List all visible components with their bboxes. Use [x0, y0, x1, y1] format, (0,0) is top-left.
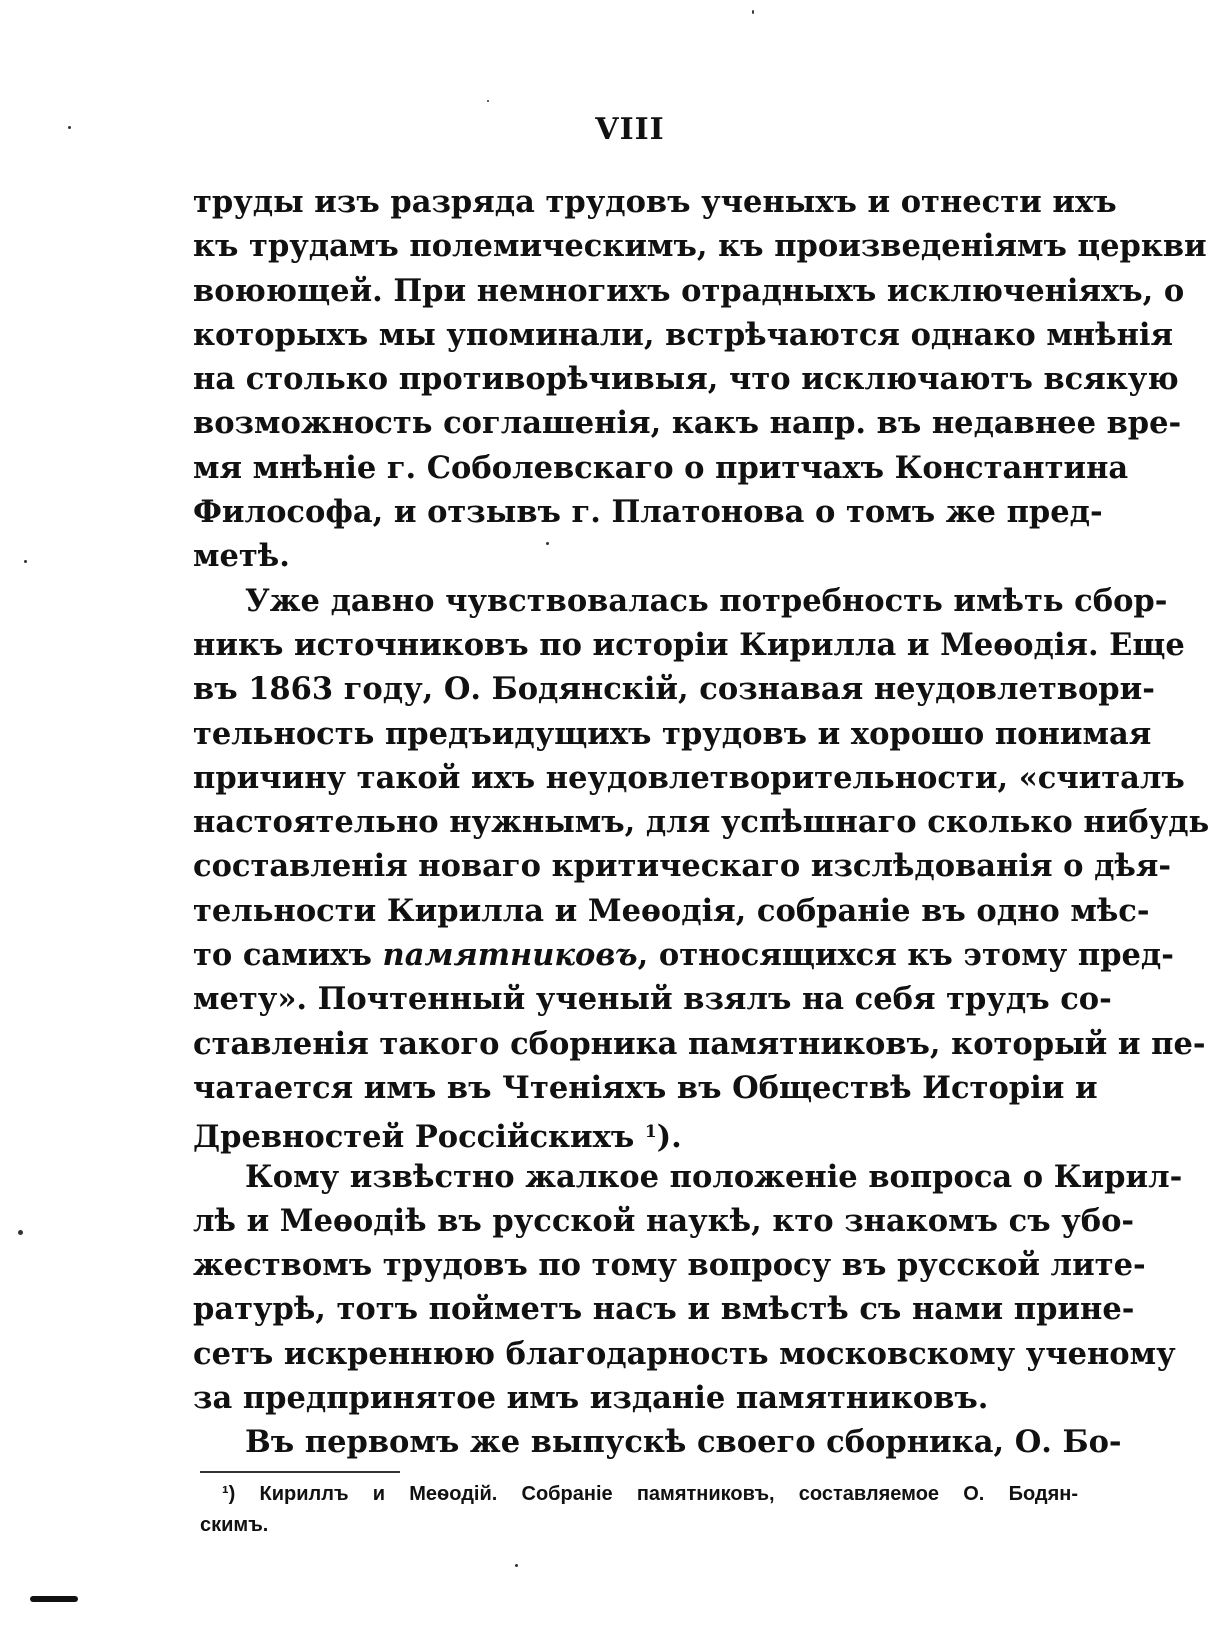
footnote-line: скимъ.	[200, 1514, 269, 1536]
scan-speck	[68, 126, 71, 129]
text-line-with-footnote-ref	[193, 1110, 1078, 1154]
text-line: Философа, и отзывъ г. Платонова о томъ же пред-	[193, 494, 1103, 531]
text-line: въ 1863 году, О. Бодянскій, сознавая неудовлетвори-	[193, 671, 1155, 708]
text-line: тельность предъидущихъ трудовъ и хорошо понимая	[193, 715, 1152, 752]
text-line: составленія новаго критическаго изслѣдованія о дѣя-	[193, 848, 1172, 885]
footnote	[200, 1479, 1078, 1541]
text-line: лѣ и Меѳодіѣ въ русской наукѣ, кто знакомъ съ убо-	[193, 1202, 1135, 1239]
text-line: ратурѣ, тотъ пойметъ насъ и вмѣстѣ съ нами прине-	[193, 1291, 1135, 1328]
text-segment: Древностей Россійскихъ	[193, 1119, 635, 1156]
scan-speck	[546, 542, 549, 545]
text-line: труды изъ разряда трудовъ ученыхъ и отнести ихъ	[193, 184, 1117, 220]
text-line: ставленія такого сборника памятниковъ, который и пе-	[193, 1025, 1206, 1062]
text-line: мя мнѣніе г. Соболевскаго о притчахъ Константина	[193, 449, 1129, 486]
text-line: причину такой ихъ неудовлетворительности, «считалъ	[193, 759, 1185, 796]
text-line: сетъ искреннюю благодарность московскому ученому	[193, 1335, 1176, 1372]
scan-speck	[18, 1230, 23, 1235]
footnote-reference[interactable]: 1	[644, 1122, 657, 1143]
italic-term: памятниковъ	[382, 937, 638, 974]
text-line: настоятельно нужнымъ, для успѣшнаго сколько нибудь	[193, 804, 1209, 841]
text-line: возможность соглашенія, какъ напр. въ недавнее вре-	[193, 405, 1182, 442]
text-line: Въ первомъ же выпускѣ своего сборника, О. Бо-	[245, 1424, 1122, 1461]
text-line: къ трудамъ полемическимъ, къ произведеніямъ церкви	[193, 228, 1207, 265]
scan-speck	[515, 1564, 518, 1567]
text-line: тельности Кирилла и Меѳодія, собраніе въ одно мѣс-	[193, 892, 1150, 929]
footnote-text: Кириллъ и Меѳодій. Собраніе памятниковъ, составляемое О. Бодян-	[259, 1483, 1078, 1505]
footnote-marker: ¹)	[222, 1483, 236, 1505]
text-line: воюющей. При немногихъ отрадныхъ исключеніяхъ, о	[193, 272, 1185, 309]
text-segment: ).	[656, 1119, 682, 1156]
text-segment: то самихъ	[193, 937, 372, 974]
text-line: на столько противорѣчивыя, что исключаютъ всякую	[193, 361, 1179, 398]
body-text	[193, 180, 1209, 1465]
text-line: Уже давно чувствовалась потребность имѣть сбор-	[245, 582, 1168, 619]
text-line: метѣ.	[193, 538, 290, 575]
text-line: которыхъ мы упоминали, встрѣчаются однако мнѣнія	[193, 316, 1174, 353]
text-line: мету». Почтенный ученый взялъ на себя трудъ со-	[193, 981, 1112, 1018]
text-line-with-italic	[193, 933, 1174, 977]
footnote-separator	[200, 1471, 400, 1473]
text-line: никъ источниковъ по исторіи Кирилла и Меѳодія. Еще	[193, 626, 1185, 663]
text-line: чатается имъ въ Чтеніяхъ въ Обществѣ Исторіи и	[193, 1069, 1098, 1106]
text-line: жествомъ трудовъ по тому вопросу въ русской лите-	[193, 1247, 1146, 1284]
footnote-line	[200, 1479, 1078, 1510]
scan-speck	[752, 10, 754, 14]
scan-speck	[24, 560, 27, 563]
scan-speck	[487, 100, 489, 102]
text-line: Кому извѣстно жалкое положеніе вопроса о Кирил-	[245, 1158, 1183, 1195]
text-segment: , относящихся къ этому пред-	[637, 937, 1174, 974]
margin-mark	[30, 1596, 78, 1602]
text-line: за предпринятое имъ изданіе памятниковъ.	[193, 1380, 989, 1417]
page-number: VIII	[595, 112, 665, 147]
